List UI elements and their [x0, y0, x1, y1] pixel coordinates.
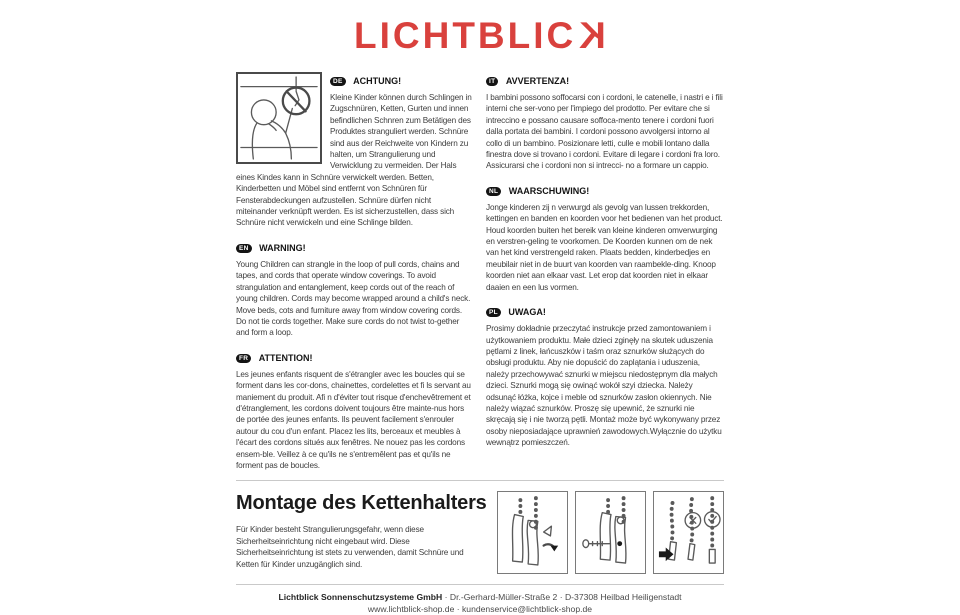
- montage-figures: [497, 489, 724, 574]
- warning-title-it: AVVERTENZA!: [505, 76, 570, 86]
- footer-address: · Dr.-Gerhard-Müller-Straße 2 · D-37308 Heilbad Heiligenstadt: [442, 592, 682, 603]
- warning-section-pl: [486, 302, 724, 448]
- warning-body-de: Kleine Kinder können durch Schlingen in Zugschnüren, Ketten, Gurten und innen befindlichen Schnren zum Betätigen des Produktes stranguliert werden. Schnüre sind aus der Reichweite von Kindern zu halten, um Strangulierung und Verwicklung zu vermeiden. Der Hals eines Kindes kann in Schnüre verwickelt werden. Betten, Kinderbetten und Möbel sind entfernt von Schnüren für Fensterabdeckungen aufzustellen. Schnüre dürfen nicht miteinander verknüpft werden. Es ist sicherzustellen, dass sich Schnüre nicht verwickeln und eine Schlinge bilden.: [236, 93, 472, 228]
- content-area: [236, 71, 724, 615]
- footer-address-line: [236, 591, 724, 603]
- warning-header-pl: [486, 302, 724, 320]
- lang-badge-en: EN: [236, 244, 252, 253]
- warning-title-nl: WAARSCHUWING!: [508, 185, 590, 196]
- warning-section-fr: [236, 348, 472, 472]
- montage-title: Montage des Kettenhalters: [236, 492, 487, 515]
- montage-section: [236, 481, 724, 584]
- warning-section-en: [236, 238, 472, 339]
- montage-step-3: [653, 491, 724, 574]
- child-warning-illustration: [236, 72, 322, 164]
- montage-text: [236, 489, 488, 570]
- lang-badge-pl: PL: [486, 308, 501, 317]
- warning-body-en: Young Children can strangle in the loop of pull cords, chains and tapes, and cords that operate window coverings. To avoid strangulation and entanglement, keep cords out of the reach of young children. Cords may become wrapped around a child's neck. Move beds, cots and furniture away from window covering cords. Do not tie cords together. Make sure cords do not twist to-gether and form a loop.: [236, 259, 471, 338]
- lang-badge-de: DE: [330, 77, 346, 86]
- warning-body-nl: Jonge kinderen zij n verwurgd als gevolg van lussen trekkorden, kettingen en banden en koorden voor het bedienen van het product. Houd koorden buiten het bereik van kleine kinderen omverwurging en verstren-geling te voorkomen. De Koorden kunnen om de nek van het kind verstrengeld raken. Plaats bedden, kinderbedjes en meubilair niet in de buurt van koorden van raambekle-ding. Knoop koorden niet aan elkaar vast. Let erop dat koorden niet in elkaar daaien en een lus vormen.: [486, 202, 723, 292]
- lang-badge-fr: FR: [236, 354, 251, 363]
- montage-body: Für Kinder besteht Strangulierungsgefahr, wenn diese Sicherheitseinrichtung nicht eingebaut wird. Diese Sicherheitseinrichtung ist stets zu verwenden, damit Schnüre und Ketten für Kinder unzugänglich sind.: [236, 525, 464, 569]
- warning-title-en: WARNING!: [259, 242, 306, 253]
- warning-title-fr: ATTENTION!: [258, 352, 313, 363]
- lichtblick-logo: [354, 17, 606, 54]
- warning-title-de: ACHTUNG!: [353, 76, 402, 86]
- screw-fixing-icon: [579, 495, 642, 570]
- warning-header-nl: [486, 181, 724, 199]
- logo-area: [0, 0, 960, 54]
- footer-contact-line: www.lichtblick-shop.de · kundenservice@lichtblick-shop.de: [367, 604, 593, 615]
- child-cord-prohibition-icon: [240, 76, 318, 160]
- footer: [236, 585, 724, 615]
- warning-columns: [236, 71, 724, 480]
- warning-header-fr: [236, 348, 472, 366]
- warning-body-fr: Les jeunes enfants risquent de s'étrangler avec les boucles qui se forment dans les cor-dons, chainettes, cordelettes et fi ls servant au maniement du produit. Afi n d'éviter tout risque d'enchevêtrement et d'étranglement, les cordons doivent toujours être mainte-nus hors de portée des jeunes enfants. Ils peuvent facilement s'enrouler autour du cou d'un enfant. Placez les lits, berceaux et meubles à l'écart des cordons situés aux fenêtres. Ne nouez pas les cordons ensem-ble. Veillez à ce qu'ils ne s'entremêlent pas et qu'ils ne forment pas de boucles.: [236, 369, 471, 470]
- lang-badge-nl: NL: [486, 187, 501, 196]
- warning-section-nl: [486, 181, 724, 293]
- left-column: [236, 71, 472, 480]
- right-column: [486, 71, 724, 480]
- logo-mirrored-k: K: [576, 15, 606, 56]
- chain-holder-rotate-icon: [501, 495, 564, 570]
- warning-header-en: [236, 238, 472, 256]
- warning-header-it: [486, 71, 724, 89]
- montage-step-1: [497, 491, 568, 574]
- warning-section-it: [486, 71, 724, 172]
- logo-text: LICHTBLIC: [354, 15, 577, 56]
- montage-step-2: [575, 491, 646, 574]
- footer-company: Lichtblick Sonnenschutzsysteme GmbH: [278, 592, 443, 603]
- lang-badge-it: IT: [486, 77, 498, 86]
- warning-title-pl: UWAGA!: [508, 307, 546, 318]
- chain-tension-check-icon: [657, 495, 720, 570]
- warning-body-it: I bambini possono soffocarsi con i cordoni, le catenelle, i nastri e i fili interni che ser-vono per l'impiego del prodotto. Per evitare che si intreccino e possano causare soffoca-mento tenere i cordoni fuori dalla portata dei bambini. I cordoni possono avvolgersi intorno al collo di un bambino. Posizionare letti, culle e mobili lontano dalla finestra dove si trovano i cordoni. Evitare di legare i cordoni fra loro. Assicurarsi che i cordoni non si intrecci- no a formare un cappio.: [486, 93, 723, 171]
- warning-body-pl: Prosimy dokładnie przeczytać instrukcje przed zamontowaniem i użytkowaniem produktu. Małe dzieci zginęły na skutek uduszenia pętlami z linek, łańcuszków i taśm oraz sznurków służących do obsługi produktu. Aby nie dopuścić do zaplątania i uduszenia, należy przechowywać sznurki w miejscu niedostępnym dla małych dzieci. Sznurki mogą się owinąć wokół szyi dziecka. Należy odsunąć łóżka, kojce i meble od sznurków zasłon okiennych. Nie należy wiązać sznurków. Proszę się upewnić, że sznurki nie skręcają się i nie tworzą pętli. Montaż może być wykonywany przez osoby nieposiadające uprawnień zawodowych.Wyłącznie do użytku wewnątrz pomieszczeń.: [486, 324, 722, 448]
